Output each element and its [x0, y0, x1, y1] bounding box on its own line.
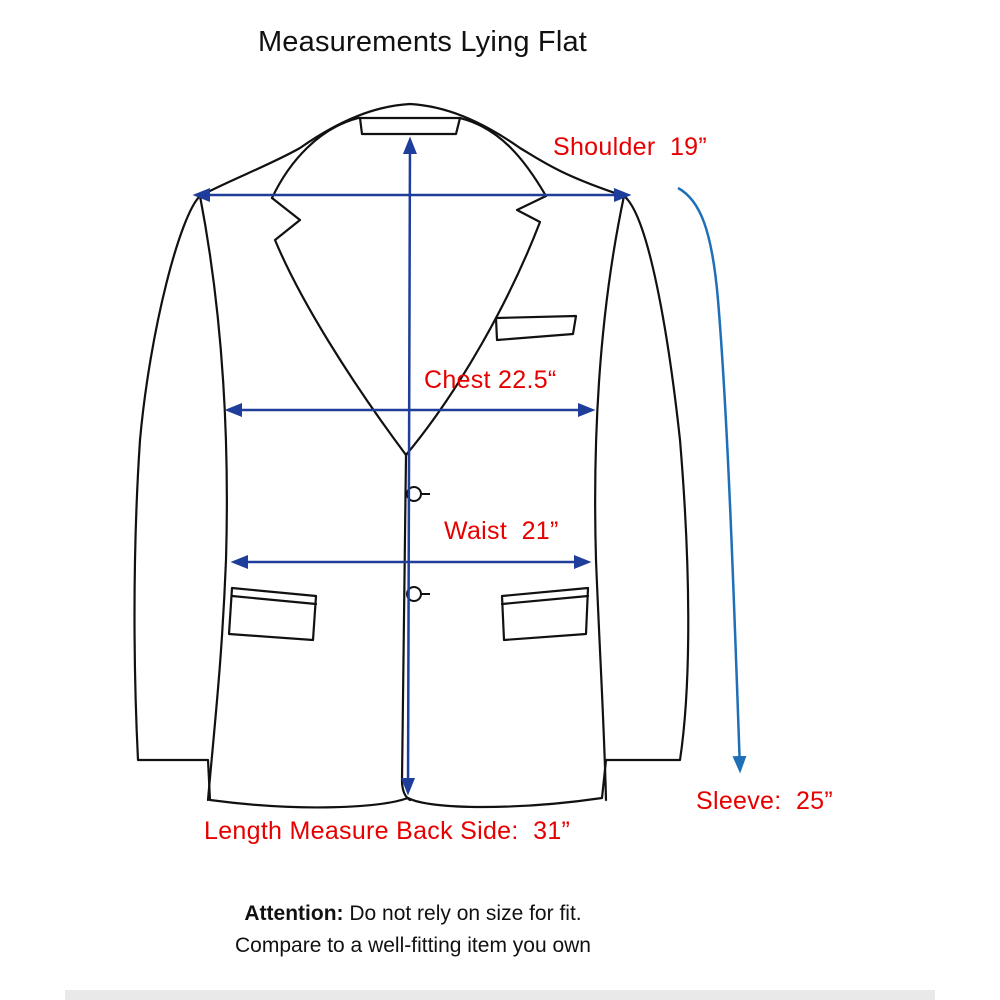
shoulder-label: Shoulder 19”: [553, 133, 707, 161]
length-label: Length Measure Back Side: 31”: [204, 817, 571, 845]
left-lapel: [272, 198, 406, 455]
attention-label: Attention:: [244, 902, 344, 925]
attention-note-line1: [0, 902, 826, 926]
chest-label: Chest 22.5“: [424, 366, 557, 394]
diagram-title: Measurements Lying Flat: [257, 26, 588, 58]
right-pocket-flap: [502, 588, 588, 640]
waist-label: Waist 21”: [444, 517, 559, 545]
jacket-outline: [135, 104, 689, 807]
right-lapel: [406, 196, 546, 455]
length-arrow: [408, 140, 410, 792]
right-pocket-line: [502, 596, 588, 604]
left-sleeve-seam: [200, 196, 227, 800]
buttons: [407, 487, 430, 601]
left-pocket-flap: [229, 588, 316, 640]
attention-text: Do not rely on size for fit.: [343, 902, 582, 925]
right-sleeve-seam: [595, 196, 624, 800]
left-pocket-line: [232, 596, 316, 604]
chest-pocket: [496, 316, 576, 340]
footer-bar: [65, 990, 935, 1000]
sleeve-label: Sleeve: 25”: [696, 787, 834, 815]
attention-note-line2: Compare to a well-fitting item you own: [235, 934, 591, 957]
collar-inner: [360, 118, 460, 134]
